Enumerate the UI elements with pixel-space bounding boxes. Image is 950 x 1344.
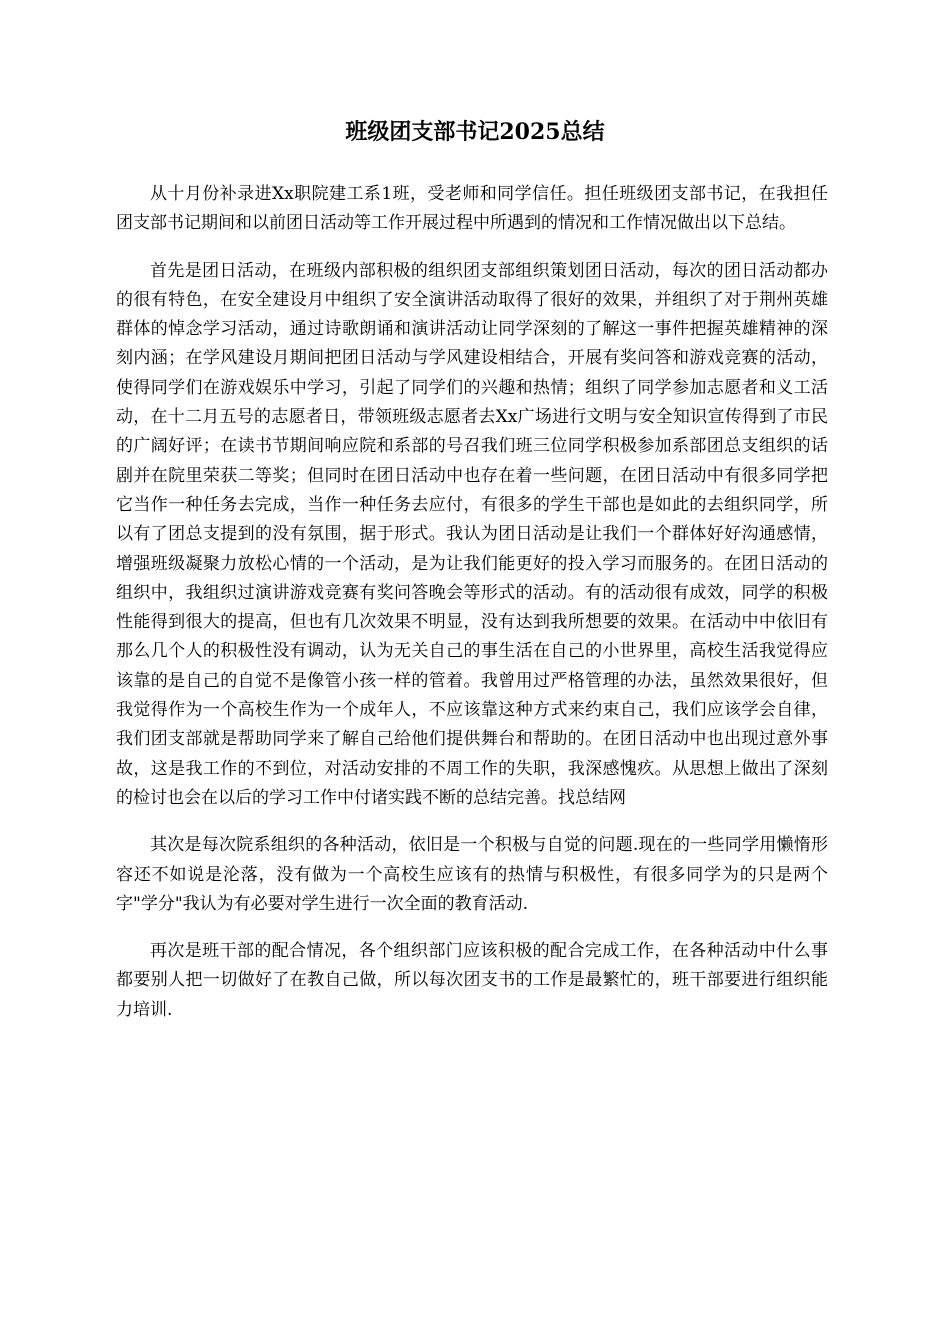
document-title: 班级团支部书记2025总结 [345,119,605,145]
paragraph-league-activities: 首先是团日活动，在班级内部积极的组织团支部组织策划团日活动，每次的团日活动都办的很有特色，在安全建设月中组织了安全演讲活动取得了很好的效果，并组织了对于荆州英雄群体的悼念学习活动，通过诗歌朗诵和演讲活动让同学深刻的了解这一事件把握英雄精神的深刻内涵；在学风建设月期间把团日活动与学风建设相结合，开展有奖问答和游戏竞赛的活动，使得同学们在游戏娱乐中学习，引起了同学们的兴趣和热情；组织了同学参加志愿者和义工活动，在十二月五号的志愿者日，带领班级志愿者去Xx广场进行文明与安全知识宣传得到了市民的广阔好评；在读书节期间响应院和系部的号召我们班三位同学积极参加系部团总支组织的话剧并在院里荣获二等奖；但同时在团日活动中也存在着一些问题，在团日活动中有很多同学把它当作一种任务去完成，当作一种任务去应付，有很多的学生干部也是如此的去组织同学，所以有了团总支提到的没有氛围，据于形式。我认为团日活动是让我们一个群体好好沟通感情，增强班级凝聚力放松心情的一个活动，是为让我们能更好的投入学习而服务的。在团日活动的组织中，我组织过演讲游戏竞赛有奖问答晚会等形式的活动。有的活动很有成效，同学的积极性能得到很大的提高，但也有几次效果不明显，没有达到我所想要的效果。在活动中中依旧有那么几个人的积极性没有调动，认为无关自己的事生活在自己的小世界里，高校生活我觉得应该靠的是自己的自觉不是像管小孩一样的管着。我曾用过严格管理的办法，虽然效果很好，但我觉得作为一个高校生作为一个成年人，不应该靠这种方式来约束自己，我们应该学会自律，我们团支部就是帮助同学来了解自己给他们提供舞台和帮助的。在团日活动中也出现过意外事故，这是我工作的不到位，对活动安排的不周工作的失职，我深感愧疚。从思想上做出了深刻的检讨也会在以后的学习工作中付诸实践不断的总结完善。找总结网 [116,260,828,808]
paragraph-intro: 从十月份补录进Xx职院建工系1班，受老师和同学信任。担任班级团支部书记，在我担任团支部书记期间和以前团日活动等工作开展过程中所遇到的情况和工作情况做出以下总结。 [116,184,828,234]
paragraph-department-activities: 其次是每次院系组织的各种活动，依旧是一个积极与自觉的问题.现在的一些同学用懒惰形容还不如说是沦落，没有做为一个高校生应该有的热情与积极性，有很多同学为的只是两个字"学分"我认为有必要对学生进行一次全面的教育活动. [116,835,828,914]
document-body [116,180,828,1043]
paragraph-class-cadres: 再次是班干部的配合情况，各个组织部门应该积极的配合完成工作，在各种活动中什么事都要别人把一切做好了在教自己做，所以每次团支书的工作是最繁忙的，班干部要进行组织能力培训. [116,941,828,1020]
